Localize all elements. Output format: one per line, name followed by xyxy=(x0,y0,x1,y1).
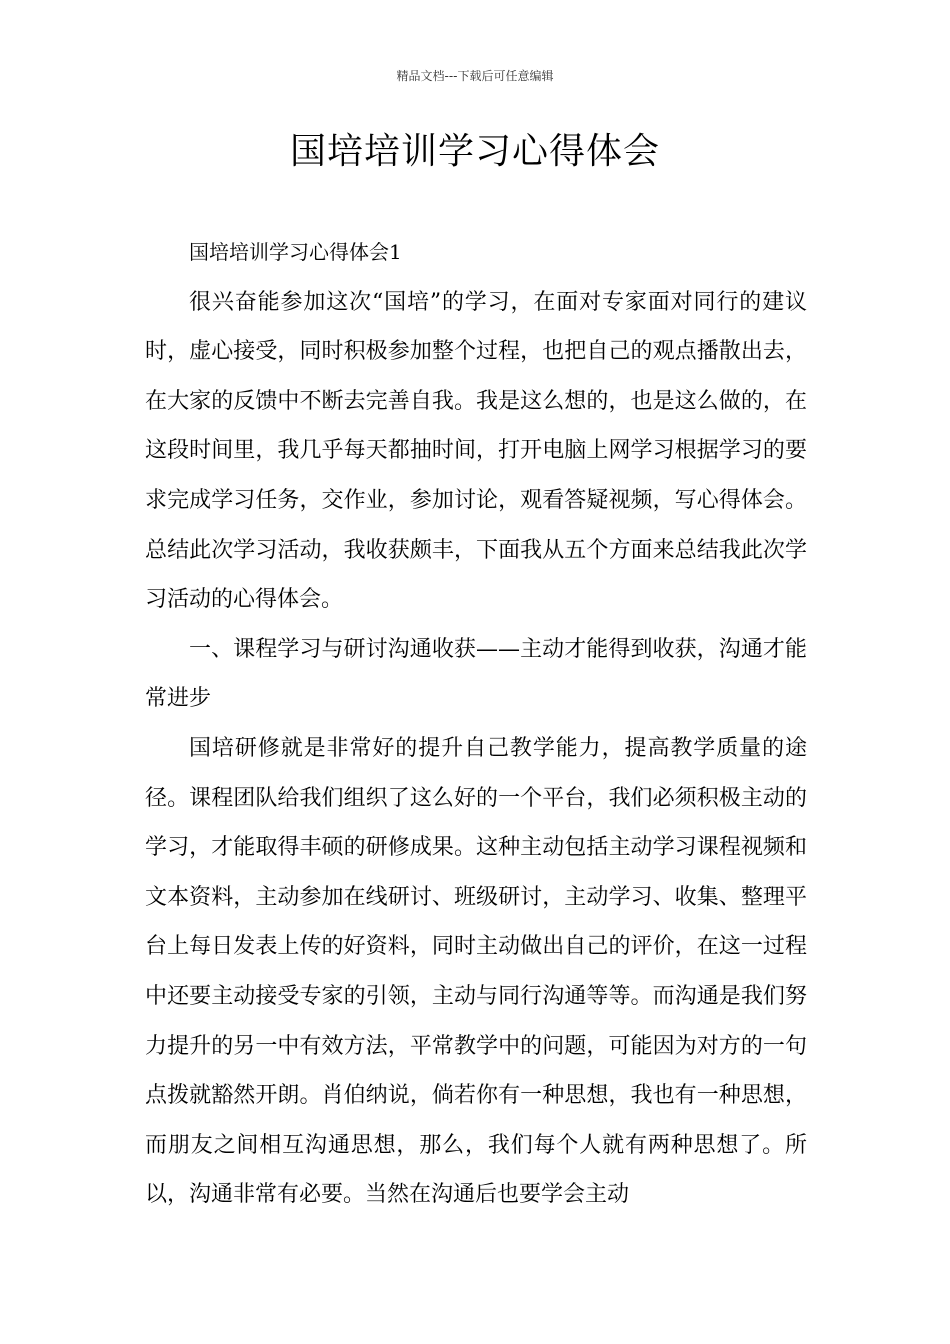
paragraph-intro: 很兴奋能参加这次“国培”的学习，在面对专家面对同行的建议时，虚心接受，同时积极参加整个过程，也把自己的观点播散出去，在大家的反馈中不断去完善自我。我是这么想的，也是这么做的，在这段时间里，我几乎每天都抽时间，打开电脑上网学习根据学习的要求完成学习任务，交作业，参加讨论，观看答疑视频，写心得体会。总结此次学习活动，我收获颇丰，下面我从五个方面来总结我此次学习活动的心得体会。 xyxy=(145,289,807,613)
document-title: 国培培训学习心得体会 xyxy=(289,131,660,172)
section-heading: 国培培训学习心得体会1 xyxy=(189,240,402,264)
paragraph-point-one-heading: 一、课程学习与研讨沟通收获——主动才能得到收获，沟通才能常进步 xyxy=(145,636,807,712)
document-body xyxy=(145,228,807,1220)
header-note: 精品文档---下载后可任意编辑 xyxy=(396,69,554,83)
paragraph-point-one-body: 国培研修就是非常好的提升自己教学能力，提高教学质量的途径。课程团队给我们组织了这么好的一个平台，我们必须积极主动的学习，才能取得丰硕的研修成果。这种主动包括主动学习课程视频和文本资料，主动参加在线研讨、班级研讨，主动学习、收集、整理平台上每日发表上传的好资料，同时主动做出自己的评价，在这一过程中还要主动接受专家的引领，主动与同行沟通等等。而沟通是我们努力提升的另一中有效方法，平常教学中的问题，可能因为对方的一句点拨就豁然开朗。肖伯纳说，倘若你有一种思想，我也有一种思想，而朋友之间相互沟通思想，那么，我们每个人就有两种思想了。所以，沟通非常有必要。当然在沟通后也要学会主动 xyxy=(145,735,807,1208)
